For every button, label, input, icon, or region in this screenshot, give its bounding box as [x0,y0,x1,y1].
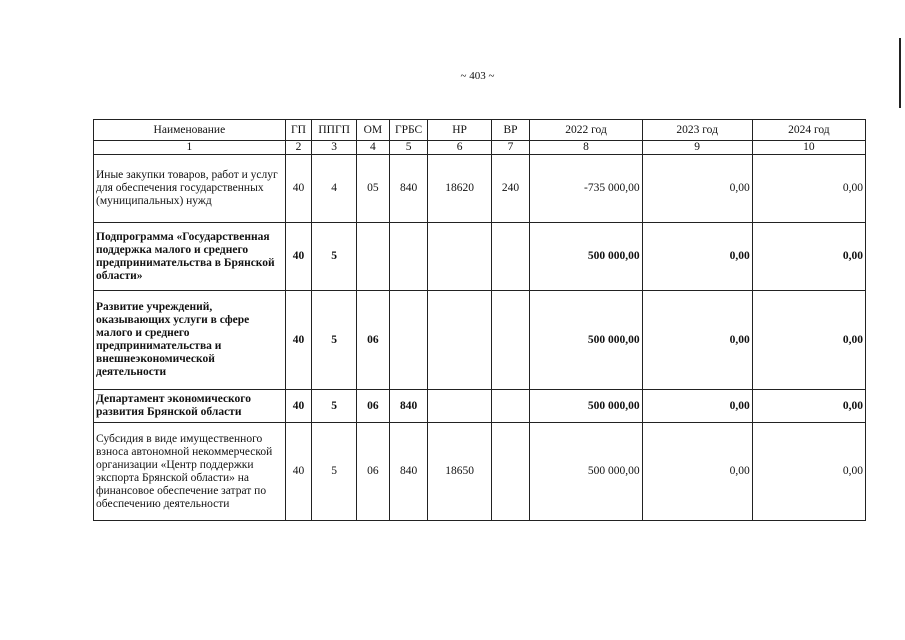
row-ppgp: 5 [312,223,357,291]
header-2024: 2024 год [752,120,865,141]
row-ppgp: 5 [312,390,357,423]
header-vr: ВР [491,120,530,141]
row-nr [428,390,491,423]
column-index: 1 [94,141,286,155]
row-2023: 0,00 [642,291,752,390]
row-2024: 0,00 [752,423,865,521]
column-index: 7 [491,141,530,155]
row-nr [428,223,491,291]
row-om [357,223,390,291]
budget-table [93,119,866,521]
column-index: 9 [642,141,752,155]
row-grbs [389,291,428,390]
row-2023: 0,00 [642,423,752,521]
row-2022: 500 000,00 [530,223,642,291]
header-name: Наименование [94,120,286,141]
header-grbs: ГРБС [389,120,428,141]
row-ppgp: 5 [312,423,357,521]
row-2024: 0,00 [752,390,865,423]
row-2023: 0,00 [642,155,752,223]
row-name: Департамент экономического развития Брянской области [94,390,286,423]
column-index: 2 [285,141,312,155]
row-gp: 40 [285,155,312,223]
column-index: 5 [389,141,428,155]
row-grbs: 840 [389,423,428,521]
row-gp: 40 [285,390,312,423]
row-2024: 0,00 [752,155,865,223]
row-grbs [389,223,428,291]
row-ppgp: 4 [312,155,357,223]
column-index: 8 [530,141,642,155]
row-nr: 18620 [428,155,491,223]
row-2022: 500 000,00 [530,291,642,390]
row-2022: -735 000,00 [530,155,642,223]
row-om: 06 [357,423,390,521]
row-name: Иные закупки товаров, работ и услуг для обеспечения государственных (муниципальных) нужд [94,155,286,223]
row-grbs: 840 [389,155,428,223]
header-gp: ГП [285,120,312,141]
row-om: 06 [357,291,390,390]
row-name: Подпрограмма «Государственная поддержка малого и среднего предпринимательства в Брянской области» [94,223,286,291]
row-2023: 0,00 [642,390,752,423]
row-gp: 40 [285,291,312,390]
row-vr [491,223,530,291]
header-2022: 2022 год [530,120,642,141]
table-row [94,223,866,291]
column-index-row [94,141,866,155]
header-row [94,120,866,141]
row-2024: 0,00 [752,291,865,390]
row-name: Развитие учреждений, оказывающих услуги в сфере малого и среднего предпринимательства и внешнеэкономической деятельности [94,291,286,390]
row-2022: 500 000,00 [530,390,642,423]
table-row [94,291,866,390]
row-vr [491,291,530,390]
row-om: 06 [357,390,390,423]
scan-edge-mark [899,38,901,108]
row-vr: 240 [491,155,530,223]
table-row [94,390,866,423]
row-2023: 0,00 [642,223,752,291]
header-2023: 2023 год [642,120,752,141]
row-nr: 18650 [428,423,491,521]
header-ppgp: ППГП [312,120,357,141]
column-index: 10 [752,141,865,155]
header-om: ОМ [357,120,390,141]
row-vr [491,390,530,423]
row-om: 05 [357,155,390,223]
row-gp: 40 [285,423,312,521]
row-ppgp: 5 [312,291,357,390]
table-row [94,155,866,223]
column-index: 4 [357,141,390,155]
row-grbs: 840 [389,390,428,423]
page-number: ~ 403 ~ [460,70,495,82]
table-row [94,423,866,521]
row-vr [491,423,530,521]
row-2024: 0,00 [752,223,865,291]
row-nr [428,291,491,390]
row-gp: 40 [285,223,312,291]
row-name: Субсидия в виде имущественного взноса автономной некоммерческой организации «Центр поддержки экспорта Брянской области» на финансовое обеспечение затрат по обеспечению деятельности [94,423,286,521]
column-index: 3 [312,141,357,155]
header-nr: НР [428,120,491,141]
row-2022: 500 000,00 [530,423,642,521]
column-index: 6 [428,141,491,155]
